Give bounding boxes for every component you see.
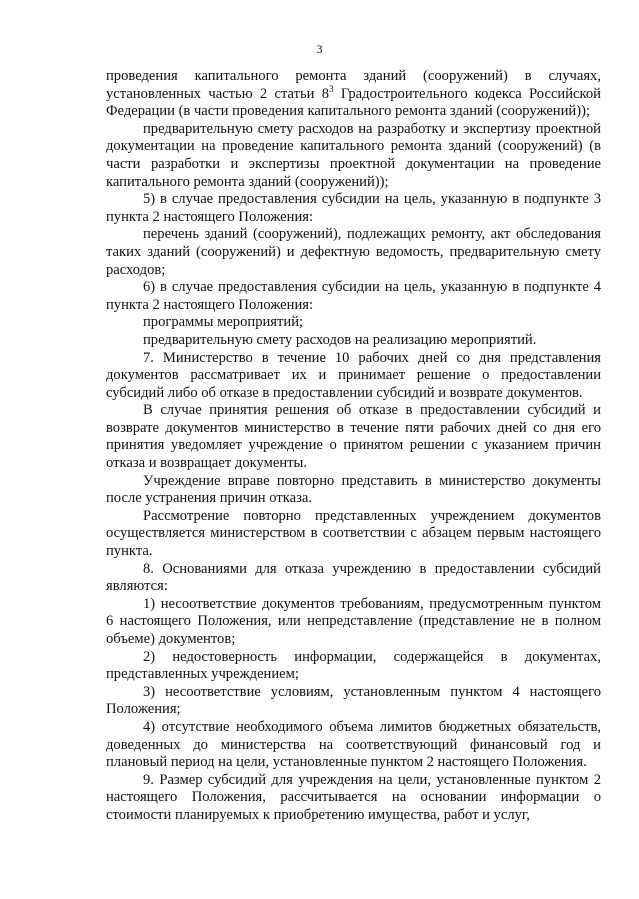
paragraph-text: проведения капитального ремонта зданий (сооружений) в случаях, установленных частью 2 статьи 8 bbox=[106, 68, 601, 102]
paragraph-1 bbox=[106, 68, 601, 121]
paragraph-13: 1) несоответствие документов требованиям, предусмотренным пунктом 6 настоящего Положения, или непредставление (представление не в полном объеме) документов; bbox=[106, 595, 601, 647]
paragraph-4: перечень зданий (сооружений), подлежащих ремонту, акт обследования таких зданий (сооружений) и дефектную ведомость, предварительную смету расходов; bbox=[106, 226, 601, 278]
paragraph-14: 2) недостоверность информации, содержащейся в документах, представленных учреждением; bbox=[106, 648, 601, 683]
paragraph-9: В случае принятия решения об отказе в предоставлении субсидий и возврате документов министерство в течение пяти рабочих дней со дня его принятия уведомляет учреждение о принятом решении с указанием причин отказа и возвращает документы. bbox=[106, 402, 601, 472]
paragraph-text-tail: Градостроительного кодекса Российской Федерации (в части проведения капитального ремонта зданий (сооружений)); bbox=[106, 85, 601, 120]
paragraph-8: 7. Министерство в течение 10 рабочих дней со дня представления документов рассматривает их и принимает решение о предоставлении субсидий либо об отказе в предоставлении субсидий и возврате документов. bbox=[106, 349, 601, 401]
paragraph-15: 3) несоответствие условиям, установленным пунктом 4 настоящего Положения; bbox=[106, 683, 601, 718]
paragraph-10: Учреждение вправе повторно представить в министерство документы после устранения причин отказа. bbox=[106, 472, 601, 507]
paragraph-5: 6) в случае предоставления субсидии на цель, указанную в подпункте 4 пункта 2 настоящего Положения: bbox=[106, 279, 601, 313]
paragraph-7: предварительную смету расходов на реализацию мероприятий. bbox=[143, 331, 537, 348]
superscript: 3 bbox=[329, 83, 334, 94]
document-body bbox=[106, 68, 601, 825]
paragraph-12: 8. Основаниями для отказа учреждению в предоставлении субсидий являются: bbox=[106, 560, 601, 595]
paragraph-3: 5) в случае предоставления субсидии на цель, указанную в подпункте 3 пункта 2 настоящего Положения: bbox=[106, 191, 601, 225]
paragraph-6: программы мероприятий; bbox=[143, 314, 304, 331]
paragraph-2: предварительную смету расходов на разработку и экспертизу проектной документации на проведение капитального ремонта зданий (сооружений) (в части разработки и экспертизы проектной документации на проведение капитального ремонта зданий (сооружений)); bbox=[106, 120, 601, 190]
paragraph-11: Рассмотрение повторно представленных учреждением документов осуществляется министерством в соответствии с абзацем первым настоящего пункта. bbox=[106, 507, 601, 560]
paragraph-16: 4) отсутствие необходимого объема лимитов бюджетных обязательств, доведенных до министерства на соответствующий финансовый год и плановый период на цели, установленные пунктом 2 настоящего Положения. bbox=[106, 718, 601, 771]
paragraph-17: 9. Размер субсидий для учреждения на цели, установленные пунктом 2 настоящего Положения, рассчитывается на основании информации о стоимости планируемых к приобретению имущества, работ и услуг, bbox=[106, 771, 601, 823]
page-number: 3 bbox=[316, 42, 323, 56]
